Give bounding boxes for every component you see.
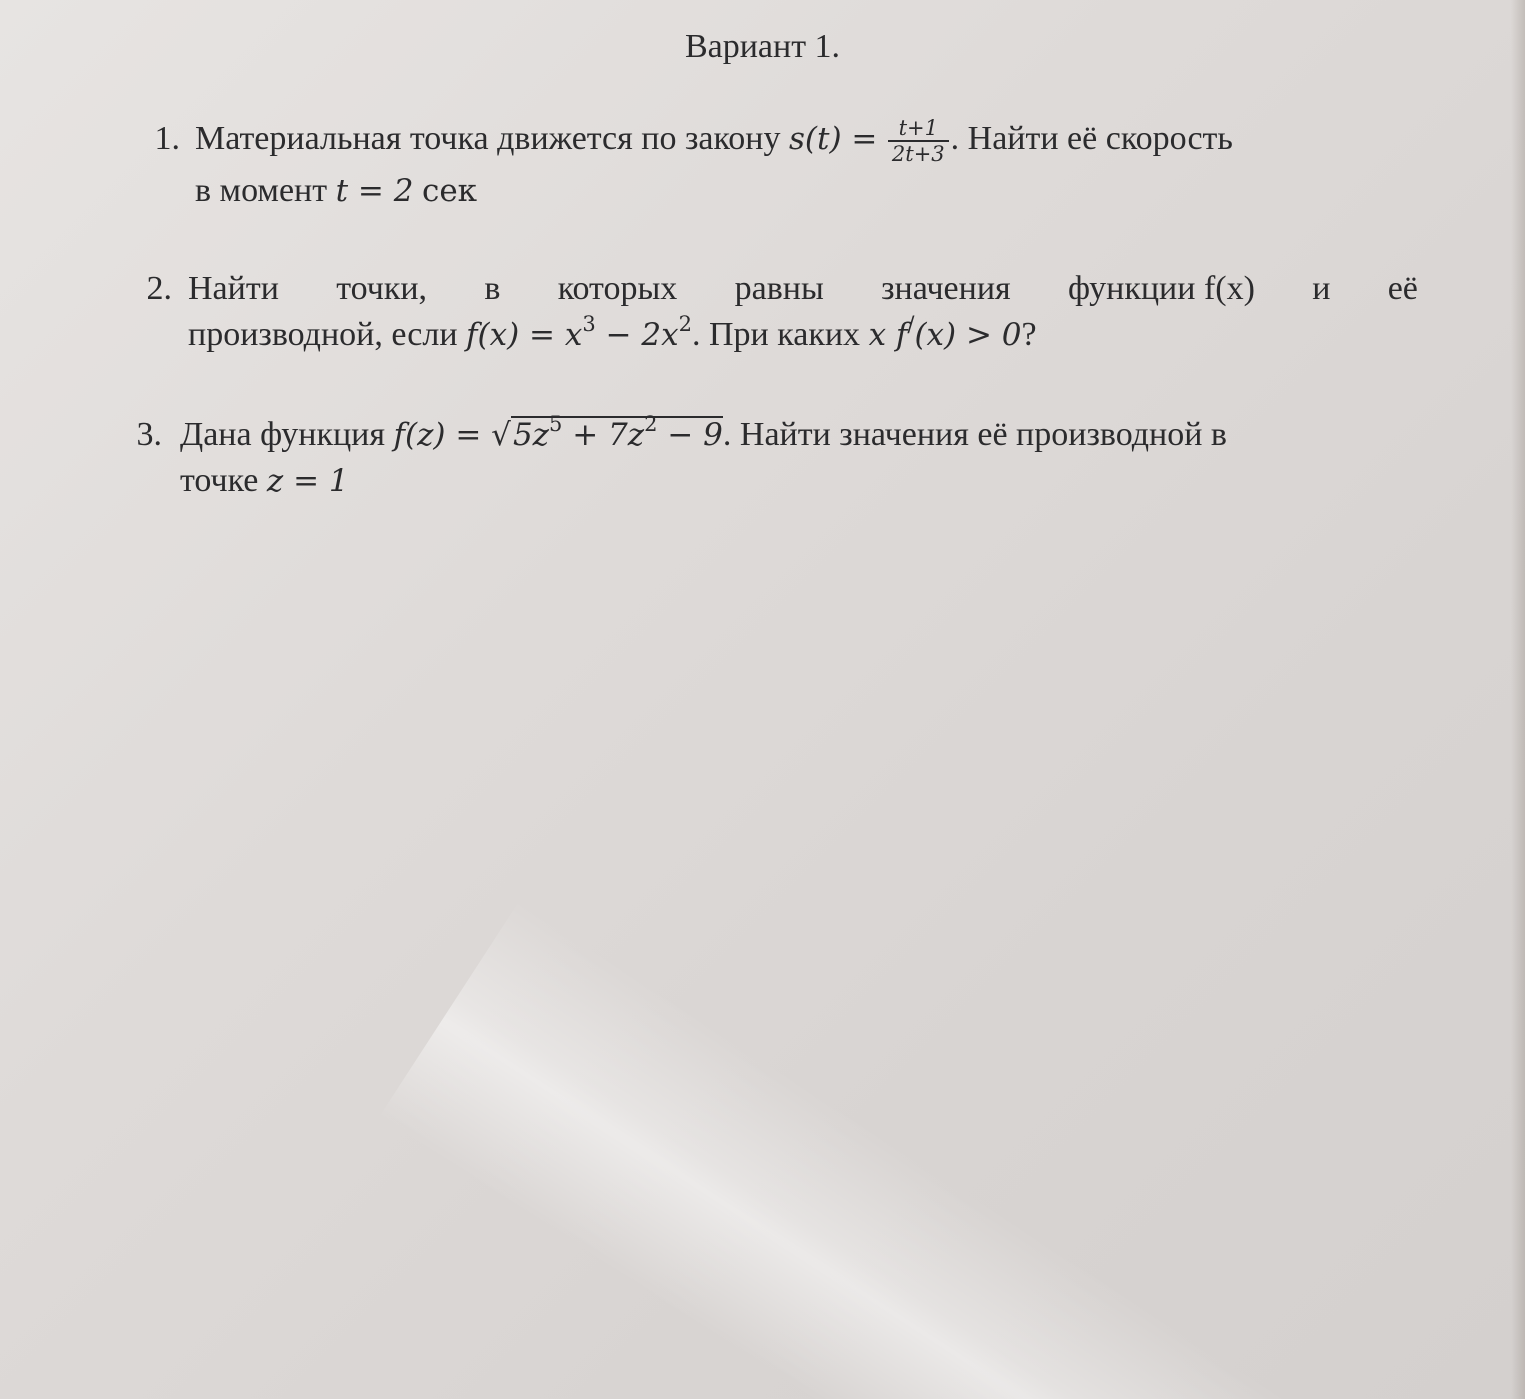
task-text: производной, если (188, 316, 458, 353)
math-expression (868, 312, 1022, 353)
math-term: f(x) = x (466, 317, 583, 353)
exponent: 3 (582, 312, 596, 336)
task-text: Материальная точка движется по закону (195, 120, 781, 157)
exponent: 5 (549, 412, 563, 436)
exponent: 2 (644, 412, 658, 436)
task-body (188, 266, 1418, 358)
task-line (195, 116, 1425, 166)
task-text: ? (1021, 316, 1037, 353)
fraction-denominator: 2t+3 (891, 142, 945, 167)
math-term: x f (868, 317, 908, 353)
math-term: 5z (512, 417, 549, 453)
task-word: и (1312, 270, 1331, 307)
task-word: значения (881, 270, 1011, 307)
math-term: − 9 (657, 417, 723, 453)
math-term: − 2x (595, 317, 679, 353)
task-text: точке (180, 462, 259, 499)
exponent: 2 (678, 312, 692, 336)
fraction-numerator: t+1 (888, 116, 949, 142)
task-text: . При каких (692, 316, 861, 353)
task-text: Дана функция (180, 416, 385, 453)
task-word: которых (557, 270, 678, 307)
task-body (195, 116, 1425, 214)
light-reflection (378, 900, 1442, 1399)
task-word: Найти (188, 270, 279, 307)
paper-edge-shadow (1511, 0, 1525, 1399)
task-body (180, 412, 1430, 504)
math-expression (466, 312, 692, 353)
task-number: 1. (154, 120, 180, 157)
task-word: равны (734, 270, 824, 307)
math-expression: z = 1 (266, 463, 349, 499)
task-text: . Найти её скорость (950, 120, 1233, 157)
task-line (195, 168, 1425, 214)
task-text: . Найти значения её производной в (722, 416, 1227, 453)
math-expression: s(t) = (789, 121, 878, 157)
task-line (188, 266, 1418, 312)
math-term: + 7z (562, 417, 645, 453)
task-number: 2. (146, 270, 172, 307)
task-word: функции f(x) (1067, 270, 1255, 307)
unit-label: сек (421, 173, 478, 210)
task-text: в момент (195, 172, 328, 210)
sqrt-radicand (511, 412, 723, 453)
fraction (888, 116, 949, 166)
task-line (180, 458, 1430, 504)
task-line (180, 412, 1430, 458)
task-number: 3. (136, 416, 162, 453)
math-expression: t = 2 (335, 173, 414, 210)
task-word: точки, (336, 270, 428, 307)
task-word: её (1387, 270, 1418, 307)
page-title: Вариант 1. (684, 28, 841, 65)
task-line (188, 312, 1418, 358)
math-term: (x) > 0 (914, 317, 1022, 353)
prime-mark: / (907, 312, 915, 336)
math-expression: f(z) = √ (393, 417, 511, 453)
task-word: в (484, 270, 501, 307)
